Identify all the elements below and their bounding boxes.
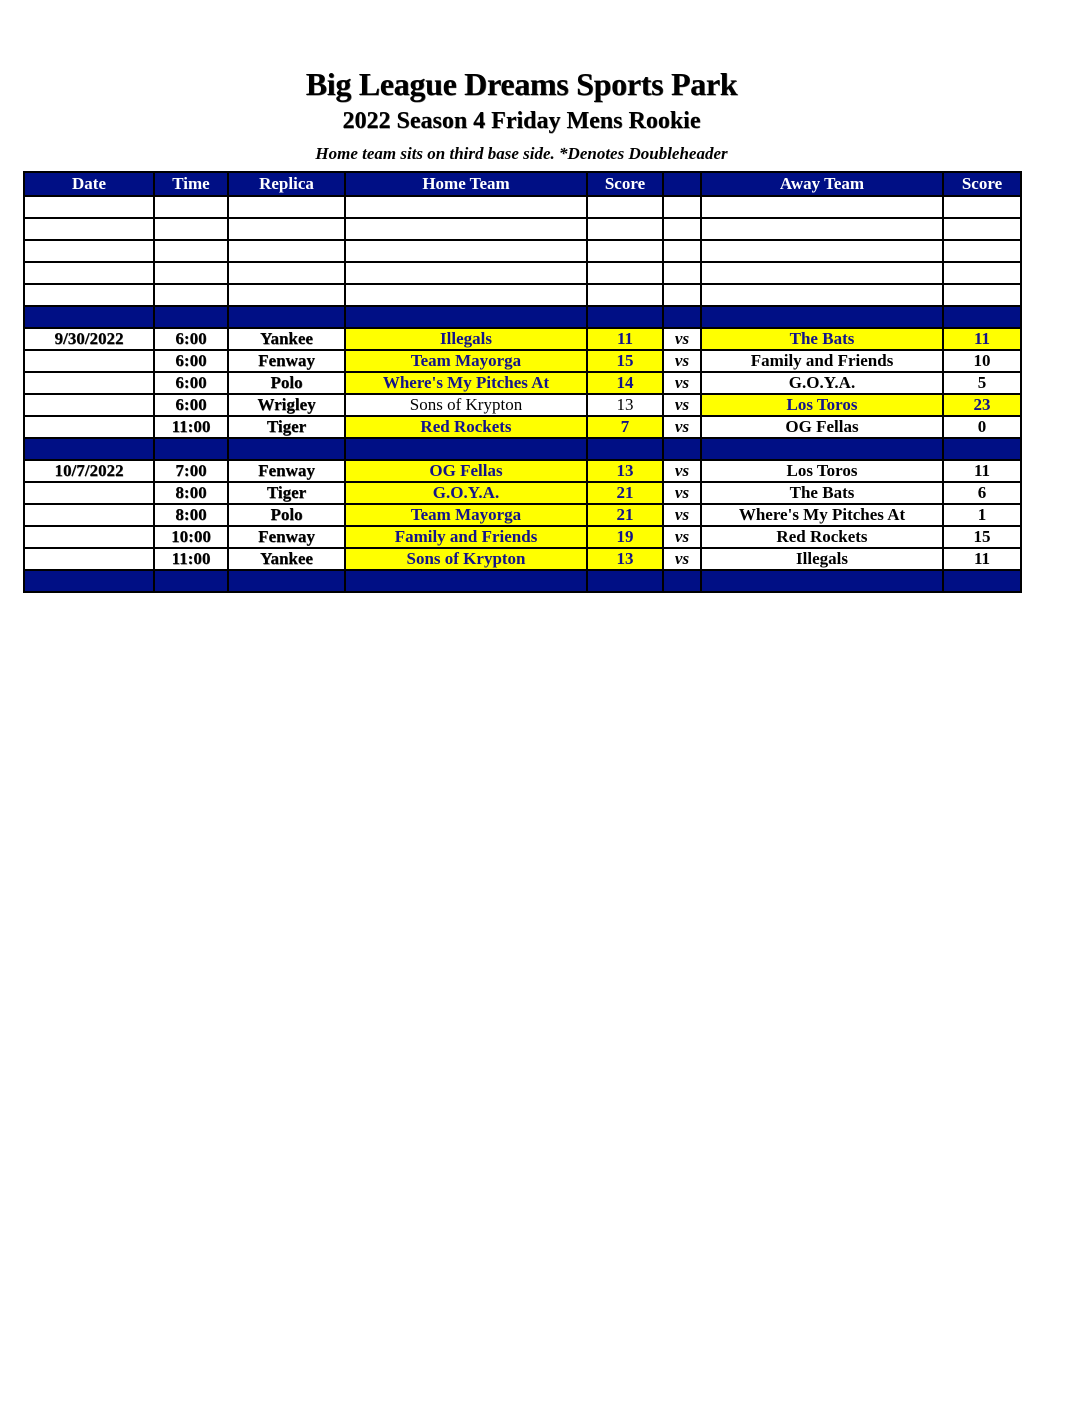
away-team: Where's My Pitches At xyxy=(701,504,943,526)
empty-cell xyxy=(943,240,1021,262)
empty-cell xyxy=(345,284,587,306)
band-cell xyxy=(154,306,228,328)
empty-cell xyxy=(24,262,154,284)
home-team: Illegals xyxy=(345,328,587,350)
game-time: 6:00 xyxy=(154,350,228,372)
empty-cell xyxy=(663,240,701,262)
game-row xyxy=(24,350,1021,372)
away-score: 11 xyxy=(943,328,1021,350)
vs-label: vs xyxy=(663,526,701,548)
header-row xyxy=(24,172,1021,196)
empty-cell xyxy=(943,284,1021,306)
away-team: The Bats xyxy=(701,482,943,504)
game-row xyxy=(24,328,1021,350)
band-cell xyxy=(228,570,345,592)
band-cell xyxy=(345,570,587,592)
game-date xyxy=(24,548,154,570)
empty-row xyxy=(24,262,1021,284)
game-row xyxy=(24,460,1021,482)
game-time: 6:00 xyxy=(154,394,228,416)
band-cell xyxy=(228,306,345,328)
game-replica: Wrigley xyxy=(228,394,345,416)
band-cell xyxy=(701,570,943,592)
game-replica: Fenway xyxy=(228,350,345,372)
col-away-score: Score xyxy=(943,172,1021,196)
empty-cell xyxy=(345,240,587,262)
away-score: 6 xyxy=(943,482,1021,504)
empty-cell xyxy=(943,196,1021,218)
home-team: Team Mayorga xyxy=(345,504,587,526)
page-title: Big League Dreams Sports Park xyxy=(305,66,738,102)
band-cell xyxy=(345,438,587,460)
home-team: Red Rockets xyxy=(345,416,587,438)
game-row xyxy=(24,526,1021,548)
band-cell xyxy=(24,306,154,328)
game-row xyxy=(24,548,1021,570)
empty-cell xyxy=(154,284,228,306)
band-cell xyxy=(943,570,1021,592)
empty-cell xyxy=(228,218,345,240)
away-score: 0 xyxy=(943,416,1021,438)
empty-cell xyxy=(701,262,943,284)
band-cell xyxy=(663,306,701,328)
vs-label: vs xyxy=(663,394,701,416)
home-score: 21 xyxy=(587,504,663,526)
band-cell xyxy=(587,306,663,328)
vs-label: vs xyxy=(663,482,701,504)
empty-cell xyxy=(24,284,154,306)
away-score: 11 xyxy=(943,460,1021,482)
home-score: 13 xyxy=(587,548,663,570)
empty-cell xyxy=(701,284,943,306)
game-time: 7:00 xyxy=(154,460,228,482)
band-cell xyxy=(587,438,663,460)
empty-cell xyxy=(24,218,154,240)
empty-cell xyxy=(663,262,701,284)
separator-band xyxy=(24,306,1021,328)
empty-cell xyxy=(943,262,1021,284)
empty-cell xyxy=(701,196,943,218)
home-team: Where's My Pitches At xyxy=(345,372,587,394)
band-cell xyxy=(663,570,701,592)
home-score: 15 xyxy=(587,350,663,372)
away-team: Los Toros xyxy=(701,394,943,416)
home-team: Sons of Krypton xyxy=(345,548,587,570)
empty-cell xyxy=(154,240,228,262)
home-score: 11 xyxy=(587,328,663,350)
band-cell xyxy=(154,438,228,460)
empty-cell xyxy=(587,262,663,284)
vs-label: vs xyxy=(663,350,701,372)
home-score: 13 xyxy=(587,394,663,416)
away-score: 11 xyxy=(943,548,1021,570)
game-date xyxy=(24,504,154,526)
empty-cell xyxy=(663,218,701,240)
col-home-score: Score xyxy=(587,172,663,196)
separator-band xyxy=(24,570,1021,592)
away-team: Los Toros xyxy=(701,460,943,482)
home-score: 14 xyxy=(587,372,663,394)
band-cell xyxy=(24,570,154,592)
empty-cell xyxy=(228,284,345,306)
col-away-team: Away Team xyxy=(701,172,943,196)
game-replica: Tiger xyxy=(228,416,345,438)
game-row xyxy=(24,394,1021,416)
home-score: 13 xyxy=(587,460,663,482)
empty-cell xyxy=(587,196,663,218)
empty-cell xyxy=(24,196,154,218)
empty-cell xyxy=(228,262,345,284)
game-replica: Yankee xyxy=(228,548,345,570)
separator-band xyxy=(24,438,1021,460)
empty-cell xyxy=(228,240,345,262)
empty-cell xyxy=(154,262,228,284)
home-team: Family and Friends xyxy=(345,526,587,548)
away-score: 15 xyxy=(943,526,1021,548)
band-cell xyxy=(701,438,943,460)
game-replica: Tiger xyxy=(228,482,345,504)
game-date: 10/7/2022 xyxy=(24,460,154,482)
game-time: 6:00 xyxy=(154,328,228,350)
empty-cell xyxy=(587,240,663,262)
empty-row xyxy=(24,218,1021,240)
band-cell xyxy=(663,438,701,460)
schedule-note: Home team sits on third base side. *Denotes Doubleheader xyxy=(315,144,728,163)
game-row xyxy=(24,482,1021,504)
col-home-team: Home Team xyxy=(345,172,587,196)
home-team: Team Mayorga xyxy=(345,350,587,372)
home-score: 19 xyxy=(587,526,663,548)
band-cell xyxy=(701,306,943,328)
col-time: Time xyxy=(154,172,228,196)
vs-label: vs xyxy=(663,372,701,394)
game-date xyxy=(24,372,154,394)
home-score: 7 xyxy=(587,416,663,438)
home-score: 21 xyxy=(587,482,663,504)
away-score: 23 xyxy=(943,394,1021,416)
home-team: G.O.Y.A. xyxy=(345,482,587,504)
home-team: OG Fellas xyxy=(345,460,587,482)
game-replica: Fenway xyxy=(228,460,345,482)
game-row xyxy=(24,504,1021,526)
vs-label: vs xyxy=(663,460,701,482)
away-team: Red Rockets xyxy=(701,526,943,548)
away-score: 1 xyxy=(943,504,1021,526)
away-score: 5 xyxy=(943,372,1021,394)
col-date: Date xyxy=(24,172,154,196)
col-vs xyxy=(663,172,701,196)
vs-label: vs xyxy=(663,416,701,438)
empty-cell xyxy=(587,284,663,306)
band-cell xyxy=(345,306,587,328)
band-cell xyxy=(943,306,1021,328)
empty-row xyxy=(24,196,1021,218)
empty-cell xyxy=(345,262,587,284)
game-date xyxy=(24,350,154,372)
empty-row xyxy=(24,240,1021,262)
empty-cell xyxy=(587,218,663,240)
empty-cell xyxy=(24,240,154,262)
empty-cell xyxy=(943,218,1021,240)
away-score: 10 xyxy=(943,350,1021,372)
vs-label: vs xyxy=(663,328,701,350)
empty-row xyxy=(24,284,1021,306)
game-date xyxy=(24,526,154,548)
game-replica: Polo xyxy=(228,372,345,394)
game-replica: Fenway xyxy=(228,526,345,548)
game-time: 8:00 xyxy=(154,504,228,526)
away-team: OG Fellas xyxy=(701,416,943,438)
game-date xyxy=(24,482,154,504)
vs-label: vs xyxy=(663,504,701,526)
empty-cell xyxy=(228,196,345,218)
game-replica: Polo xyxy=(228,504,345,526)
game-time: 10:00 xyxy=(154,526,228,548)
empty-cell xyxy=(663,284,701,306)
game-date: 9/30/2022 xyxy=(24,328,154,350)
away-team: G.O.Y.A. xyxy=(701,372,943,394)
page-subtitle: 2022 Season 4 Friday Mens Rookie xyxy=(342,108,701,134)
empty-cell xyxy=(701,218,943,240)
game-time: 11:00 xyxy=(154,416,228,438)
away-team: The Bats xyxy=(701,328,943,350)
game-date xyxy=(24,394,154,416)
empty-cell xyxy=(345,218,587,240)
game-time: 11:00 xyxy=(154,548,228,570)
band-cell xyxy=(228,438,345,460)
empty-cell xyxy=(701,240,943,262)
away-team: Family and Friends xyxy=(701,350,943,372)
empty-cell xyxy=(663,196,701,218)
game-date xyxy=(24,416,154,438)
game-time: 8:00 xyxy=(154,482,228,504)
empty-cell xyxy=(345,196,587,218)
col-replica: Replica xyxy=(228,172,345,196)
home-team: Sons of Krypton xyxy=(345,394,587,416)
game-replica: Yankee xyxy=(228,328,345,350)
empty-cell xyxy=(154,196,228,218)
band-cell xyxy=(154,570,228,592)
game-time: 6:00 xyxy=(154,372,228,394)
schedule-table xyxy=(23,171,1022,593)
band-cell xyxy=(24,438,154,460)
band-cell xyxy=(587,570,663,592)
band-cell xyxy=(943,438,1021,460)
empty-cell xyxy=(154,218,228,240)
vs-label: vs xyxy=(663,548,701,570)
game-row xyxy=(24,416,1021,438)
game-row xyxy=(24,372,1021,394)
away-team: Illegals xyxy=(701,548,943,570)
